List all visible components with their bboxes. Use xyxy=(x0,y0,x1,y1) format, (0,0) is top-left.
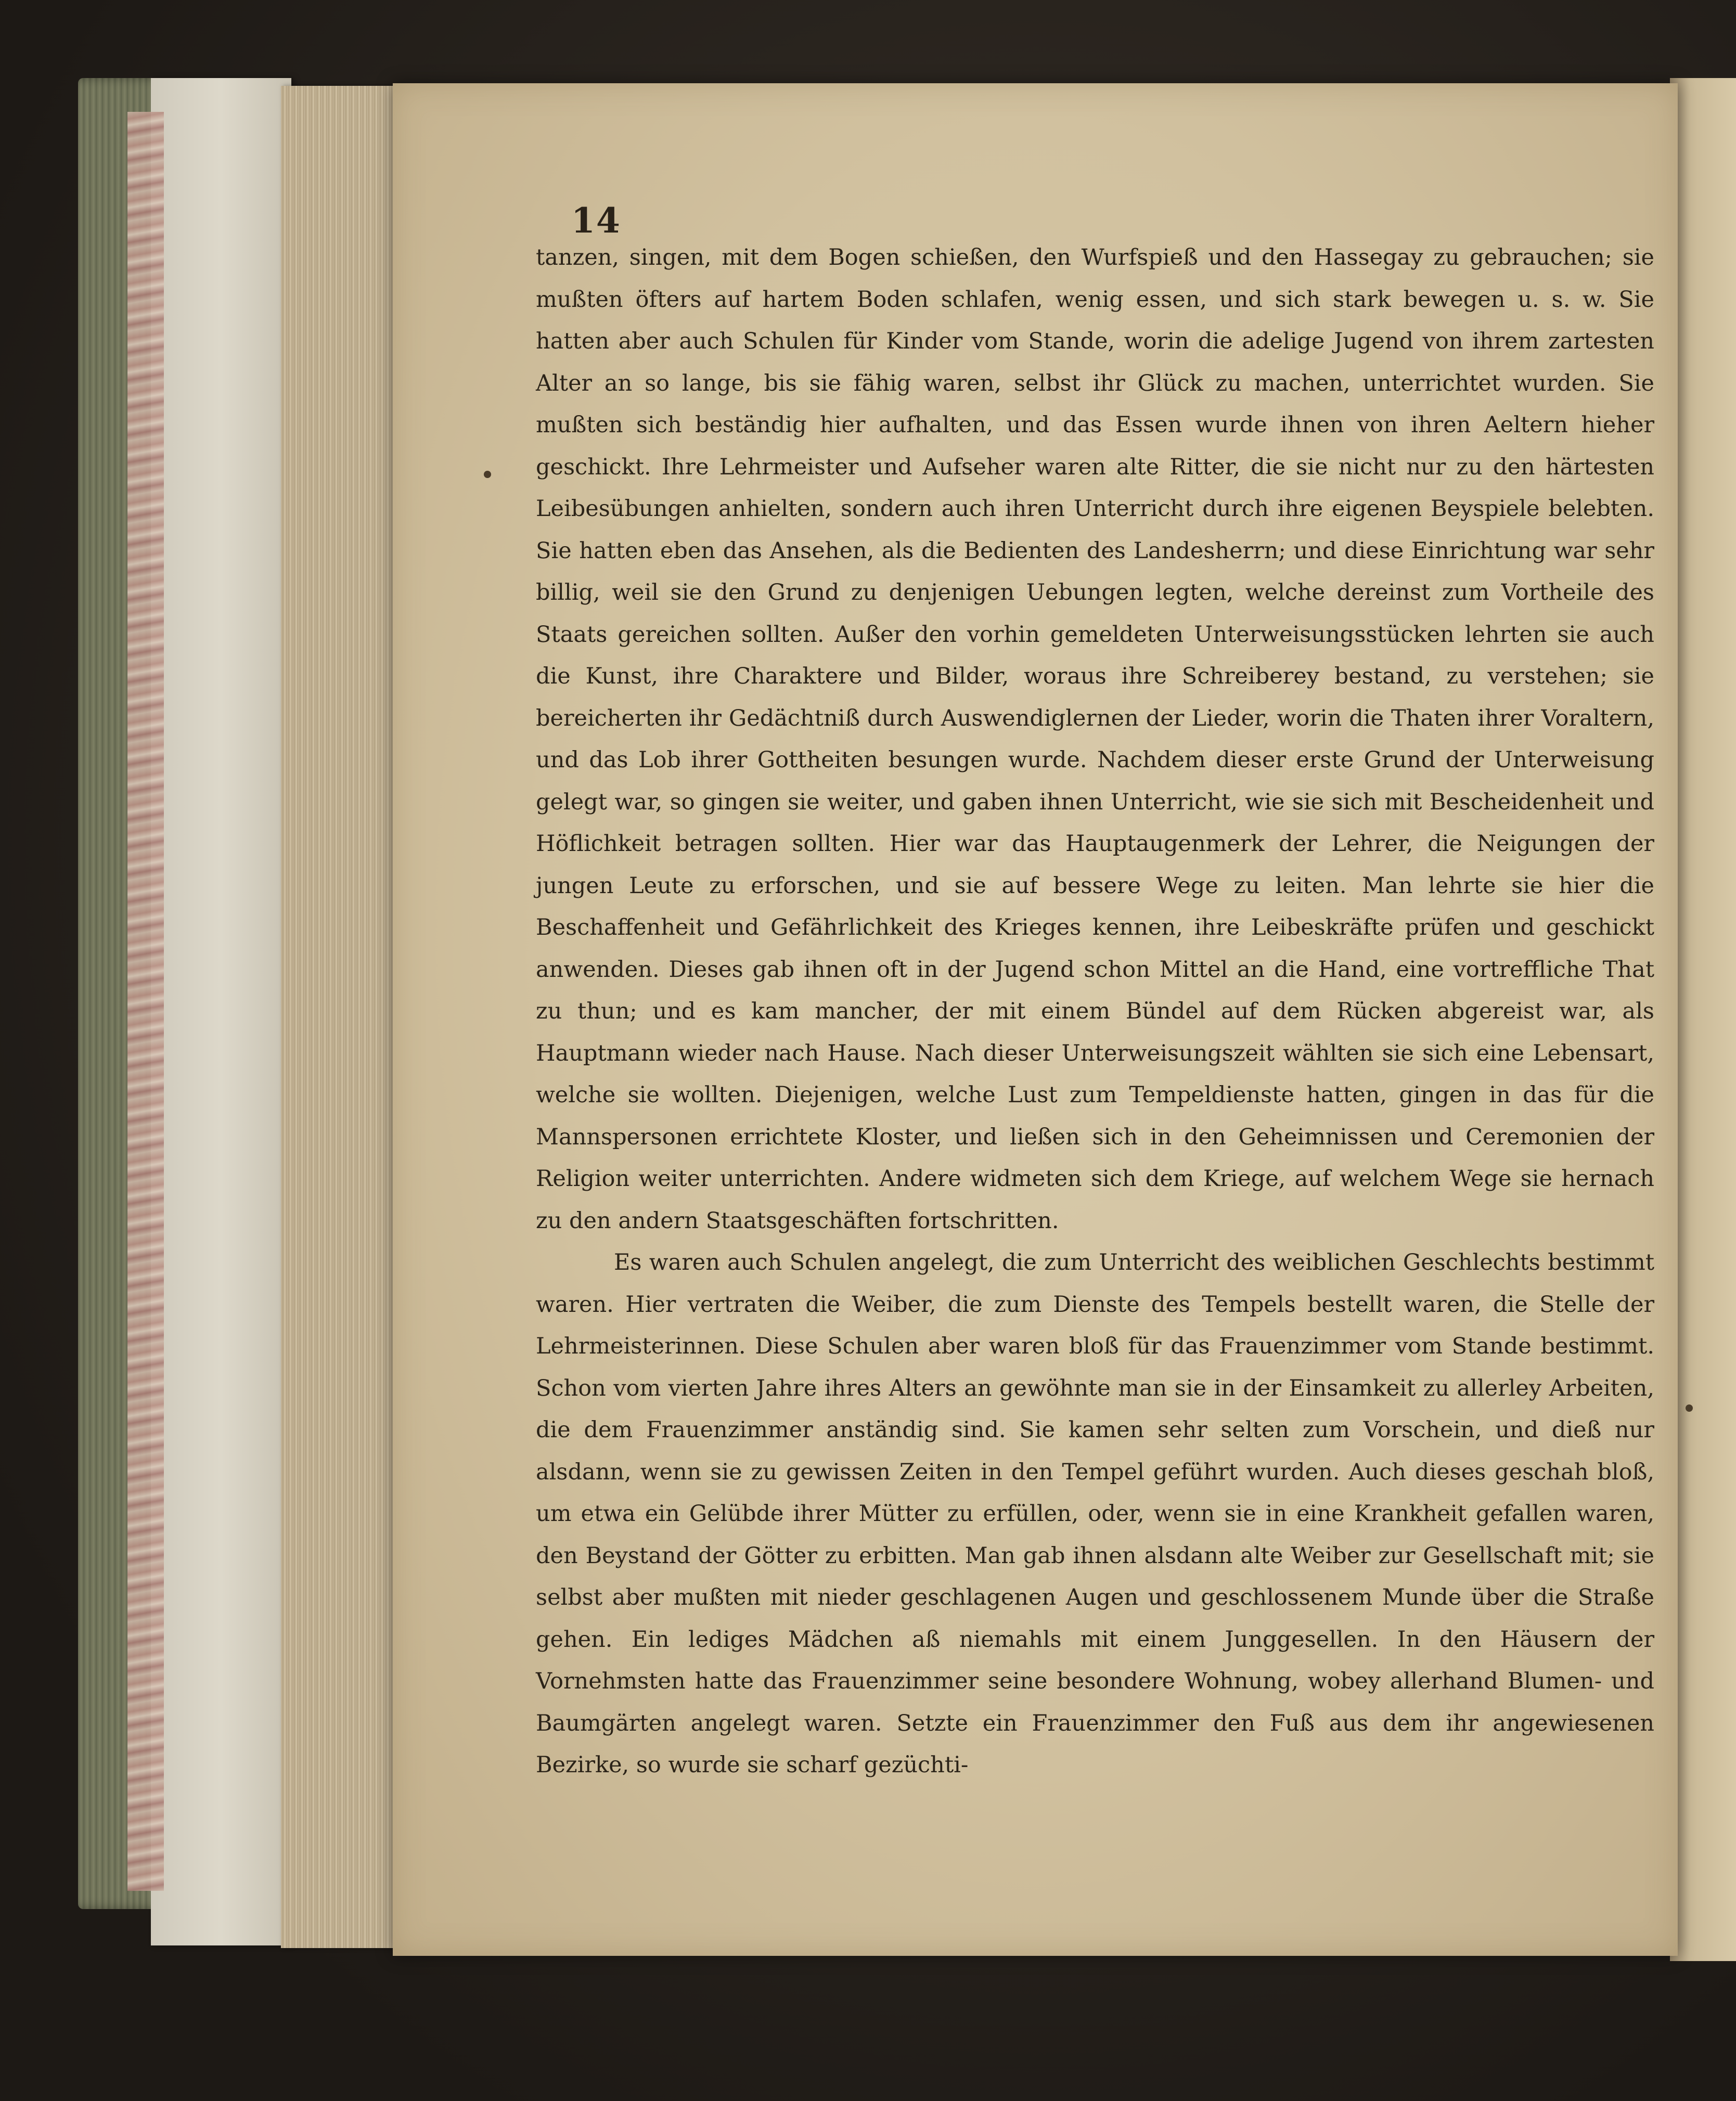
ink-spot xyxy=(484,471,491,478)
marbled-endpaper xyxy=(127,112,164,1891)
facing-page-edge xyxy=(1670,78,1736,1961)
flyleaf xyxy=(151,78,291,1945)
page-number: 14 xyxy=(571,200,621,241)
ink-spot xyxy=(1686,1404,1693,1412)
page-block-edges xyxy=(281,86,401,1948)
paragraph: Es waren auch Schulen angelegt, die zum Unterricht des weiblichen Geschlechts bestimmt waren. Hier vertraten die Weiber, die zum Dienste des Tempels bestellt waren, die Stelle der Lehrmeisterinnen. Diese Schulen aber waren bloß für das Frauenzimmer vom Stande bestimmt. Schon vom vierten Jahre ihres Alters an gewöhnte man sie in der Einsamkeit zu allerley Arbeiten, die dem Frauenzimmer anständig sind. Sie kamen sehr selten zum Vorschein, und dieß nur alsdann, wenn sie zu gewissen Zeiten in den Tempel geführt wurden. Auch dieses geschah bloß, um etwa ein Gelübde ihrer Mütter zu erfüllen, oder, wenn sie in eine Krankheit gefallen waren, den Beystand der Götter zu erbitten. Man gab ihnen alsdann alte Weiber zur Gesellschaft mit; sie selbst aber mußten mit nieder geschlagenen Augen und geschlossenem Munde über die Straße gehen. Ein lediges Mädchen aß niemahls mit einem Junggesellen. In den Häusern der Vornehmsten hatte das Frauenzimmer seine besondere Wohnung, wobey allerhand Blumen- und Baumgärten angelegt waren. Setzte ein Frauenzimmer den Fuß aus dem ihr angewiesenen Bezirke, so wurde sie scharf gezüchti- xyxy=(536,1249,1654,1778)
body-text xyxy=(536,237,1654,1849)
paragraph: tanzen, singen, mit dem Bogen schießen, den Wurfspieß und den Hassegay zu gebrauchen; sie mußten öfters auf hartem Boden schlafen, wenig essen, und sich stark bewegen u. s. w. Sie hatten aber auch Schulen für Kinder vom Stande, worin die adelige Jugend von ihrem zartesten Alter an so lange, bis sie fähig waren, selbst ihr Glück zu machen, unterrichtet wurden. Sie mußten sich beständig hier aufhalten, und das Essen wurde ihnen von ihren Aeltern hieher geschickt. Ihre Lehrmeister und Aufseher waren alte Ritter, die sie nicht nur zu den härtesten Leibesübungen anhielten, sondern auch ihren Unterricht durch ihre eigenen Beyspiele belebten. Sie hatten eben das Ansehen, als die Bedienten des Landesherrn; und diese Einrichtung war sehr billig, weil sie den Grund zu denjenigen Uebungen legten, welche dereinst zum Vortheile des Staats gereichen sollten. Außer den vorhin gemeldeten Unterweisungsstücken lehrten sie auch die Kunst, ihre Charaktere und Bilder, woraus ihre Schreiberey bestand, zu verstehen; sie bereicherten ihr Gedächtniß durch Auswendiglernen der Lieder, worin die Thaten ihrer Voraltern, und das Lob ihrer Gottheiten besungen wurde. Nachdem dieser erste Grund der Unterweisung gelegt war, so gingen sie weiter, und gaben ihnen Unterricht, wie sie sich mit Bescheidenheit und Höflichkeit betragen sollten. Hier war das Hauptaugenmerk der Lehrer, die Neigungen der jungen Leute zu erforschen, und sie auf bessere Wege zu leiten. Man lehrte sie hier die Beschaffenheit und Gefährlichkeit des Krieges kennen, ihre Leibeskräfte prüfen und geschickt anwenden. Dieses gab ihnen oft in der Jugend schon Mittel an die Hand, eine vortreffliche That zu thun; und es kam mancher, der mit einem Bündel auf dem Rücken abgereist war, als Hauptmann wieder nach Hause. Nach dieser Unterweisungszeit wählten sie sich eine Lebensart, welche sie wollten. Diejenigen, welche Lust zum Tempeldienste hatten, gingen in das für die Mannspersonen errichtete Kloster, und ließen sich in den Geheimnissen und Ceremonien der Religion weiter unterrichten. Andere widmeten sich dem Kriege, auf welchem Wege sie hernach zu den andern Staatsgeschäften fortschritten. xyxy=(536,244,1654,1234)
